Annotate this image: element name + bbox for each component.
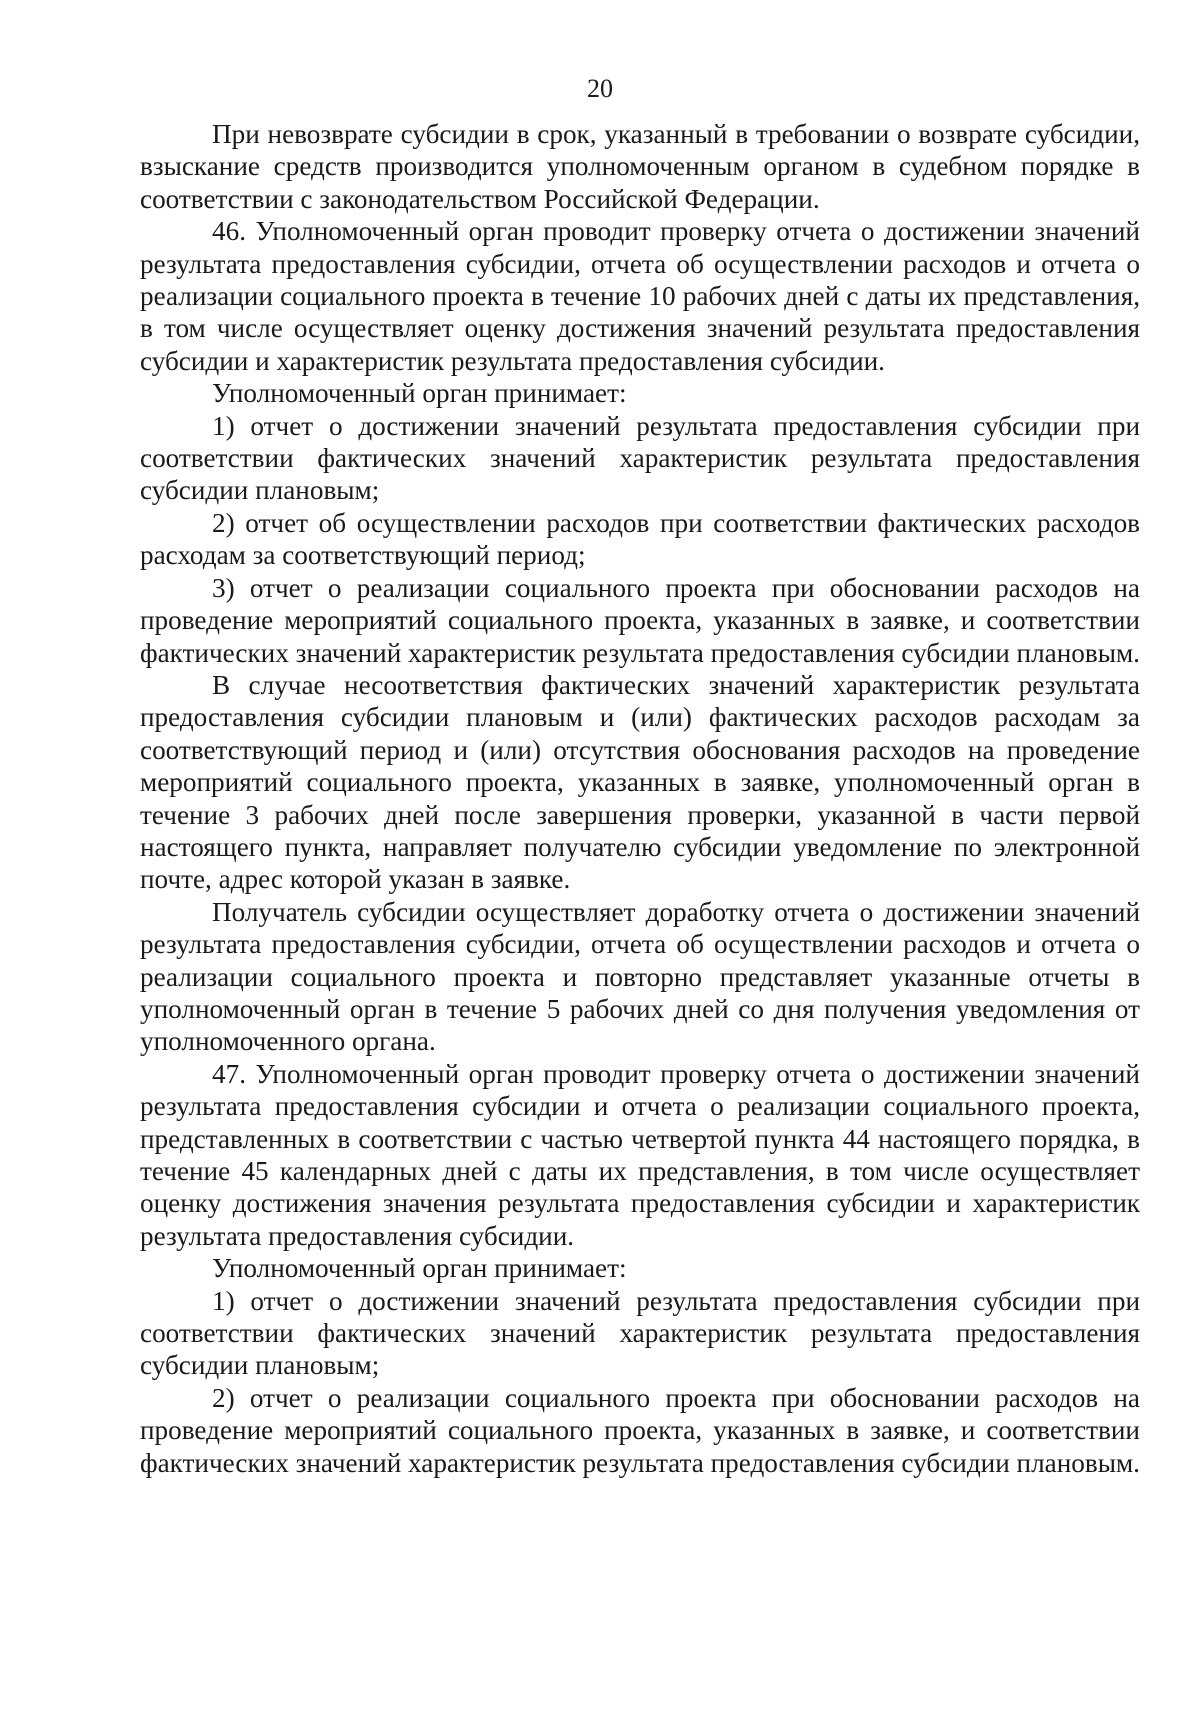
paragraph-report-revision: Получатель субсидии осуществляет доработку отчета о достижении значений результата предоставления субсидии, отчета об осуществлении расходов и отчета о реализации социального проекта и повторно представляет указанные отчеты в уполномоченный орган в течение 5 рабочих дней со дня получения уведомления от уполномоченного органа. — [140, 896, 1140, 1057]
paragraph-subsidy-recovery: При невозврате субсидии в срок, указанный в требовании о возврате субсидии, взыскание средств производится уполномоченным органом в судебном порядке в соответствии с законодательством Российской Федерации. — [140, 119, 1140, 214]
paragraph-mismatch-notice: В случае несоответствия фактических значений характеристик результата предоставления субсидии плановым и (или) фактических расходов расходам за соответствующий период и (или) отсутствия обоснования расходов на проведение мероприятий социального проекта, указанных в заявке, уполномоченный орган в течение 3 рабочих дней после завершения проверки, указанной в части первой настоящего пункта, направляет получателю субсидии уведомление по электронной почте, адрес которой указан в заявке. — [140, 669, 1140, 895]
list-item-46-2: 2) отчет об осуществлении расходов при соответствии фактических расходов расходам за соответствующий период; — [140, 507, 1140, 571]
paragraph-acceptance-intro: Уполномоченный орган принимает: — [212, 378, 627, 409]
page-number: 20 — [587, 74, 613, 103]
list-item-46-1: 1) отчет о достижении значений результата предоставления субсидии при соответствии фактических значений характеристик результата предоставления субсидии плановым; — [140, 410, 1140, 506]
paragraph-acceptance-intro-2: Уполномоченный орган принимает: — [212, 1253, 627, 1284]
list-item-47-2: 2) отчет о реализации социального проекта при обосновании расходов на проведение мероприятий социального проекта, указанных в заявке, и соответствии фактических значений характеристик результата предоставления субсидии плановым. — [140, 1382, 1140, 1478]
document-body — [140, 118, 1140, 1479]
list-item-46-3: 3) отчет о реализации социального проекта при обосновании расходов на проведение мероприятий социального проекта, указанных в заявке, и соответствии фактических значений характеристик результата предоставления субсидии плановым. — [140, 572, 1140, 668]
paragraph-item-47: 47. Уполномоченный орган проводит проверку отчета о достижении значений результата предоставления субсидии и отчета о реализации социального проекта, представленных в соответствии с частью четвертой пункта 44 настоящего порядка, в течение 45 календарных дней с даты их представления, в том числе осуществляет оценку достижения значения результата предоставления субсидии и характеристик результата предоставления субсидии. — [140, 1058, 1140, 1251]
list-item-47-1: 1) отчет о достижении значений результата предоставления субсидии при соответствии фактических значений характеристик результата предоставления субсидии плановым; — [140, 1285, 1140, 1381]
paragraph-item-46: 46. Уполномоченный орган проводит проверку отчета о достижении значений результата предоставления субсидии, отчета об осуществлении расходов и отчета о реализации социального проекта в течение 10 рабочих дней с даты их представления, в том числе осуществляет оценку достижения значений результата предоставления субсидии и характеристик результата предоставления субсидии. — [140, 216, 1140, 376]
